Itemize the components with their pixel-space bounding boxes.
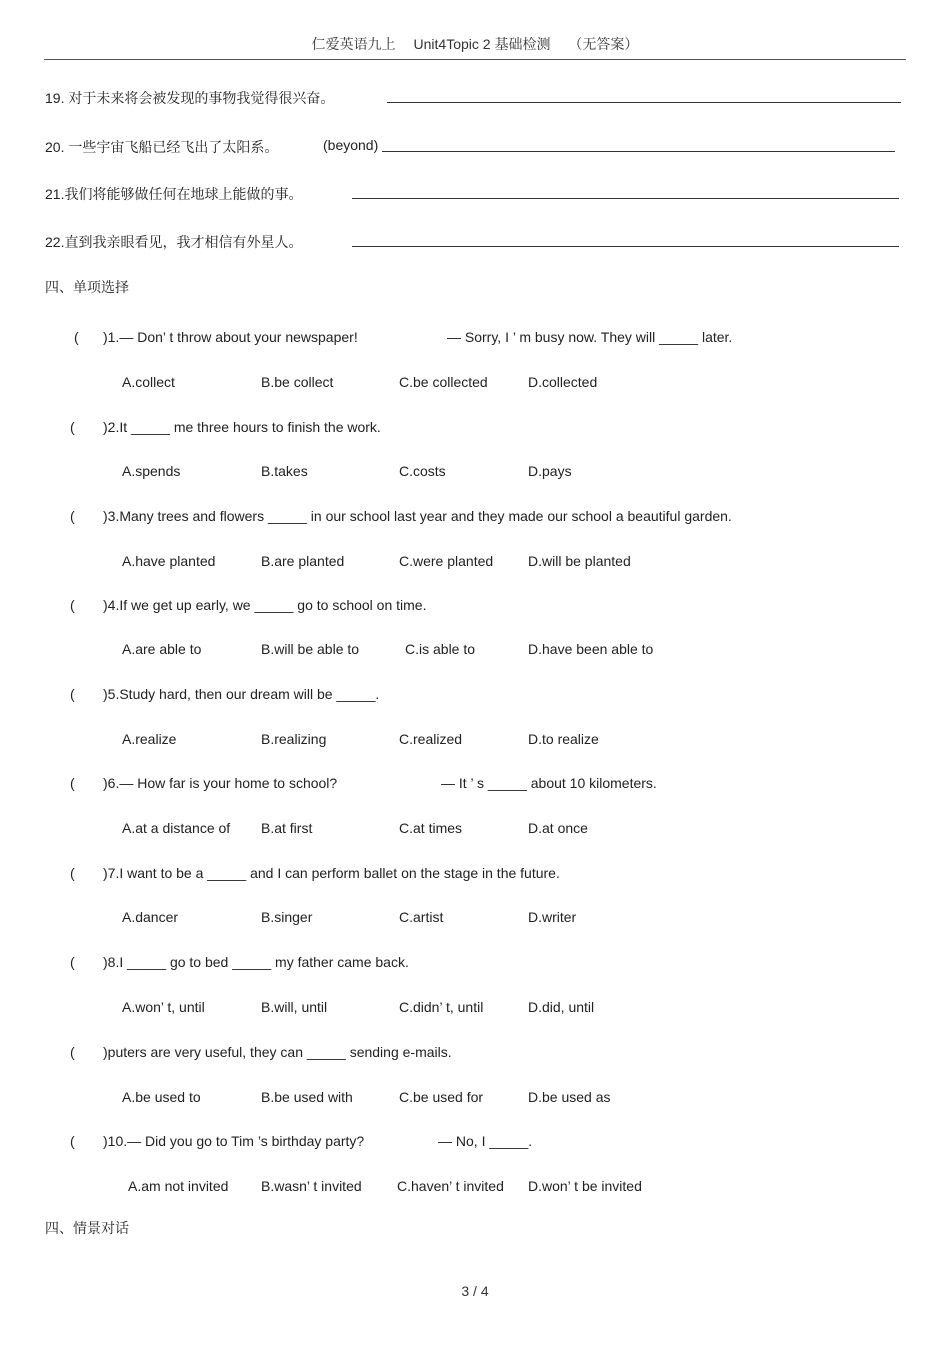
question-stem-reply: — No, I _____. [438, 1133, 533, 1149]
question-stem: )5.Study hard, then our dream will be _____. [103, 686, 380, 702]
answer-paren[interactable]: ( [70, 865, 75, 881]
option-c[interactable]: C.haven’ t invited [397, 1178, 504, 1194]
answer-line-22[interactable] [352, 234, 899, 247]
option-b[interactable]: B.singer [261, 909, 313, 925]
translation-item-22 [45, 232, 302, 252]
option-c[interactable]: C.is able to [405, 641, 476, 657]
question-stem: )8.I _____ go to bed _____ my father came back. [103, 954, 409, 970]
option-c[interactable]: C.costs [399, 463, 446, 479]
option-a[interactable]: A.won’ t, until [122, 999, 205, 1015]
option-d[interactable]: D.writer [528, 909, 577, 925]
option-d[interactable]: D.at once [528, 820, 588, 836]
question-stem: )puters are very useful, they can _____ sending e-mails. [103, 1044, 452, 1060]
question-stem: )3.Many trees and flowers _____ in our school last year and they made our school a beautiful garden. [103, 508, 732, 524]
answer-paren[interactable]: ( [74, 329, 79, 345]
header-divider [44, 59, 906, 60]
question-stem: )4.If we get up early, we _____ go to school on time. [103, 597, 427, 613]
option-b[interactable]: B.will, until [261, 999, 328, 1015]
option-b[interactable]: B.at first [261, 820, 313, 836]
option-a[interactable]: A.am not invited [128, 1178, 229, 1194]
option-c[interactable]: C.at times [399, 820, 463, 836]
question-stem: )10.— Did you go to Tim ’s birthday party? [103, 1133, 365, 1149]
question-stem-reply: — Sorry, I ’ m busy now. They will _____ later. [447, 329, 733, 345]
option-a[interactable]: A.be used to [122, 1089, 201, 1105]
option-d[interactable]: D.to realize [528, 731, 599, 747]
translation-text: 21.我们将能够做任何在地球上能做的事。 [45, 186, 303, 202]
translation-item-21 [45, 184, 302, 204]
answer-paren[interactable]: ( [70, 1044, 75, 1060]
page-header-title: 仁爱英语九上 Unit4Topic 2 基础检测 （无答案） [311, 36, 639, 52]
option-b[interactable]: B.be collect [261, 374, 334, 390]
option-c[interactable]: C.didn’ t, until [399, 999, 484, 1015]
option-c[interactable]: C.were planted [399, 553, 494, 569]
option-a[interactable]: A.realize [122, 731, 177, 747]
translation-text: 19. 对于未来将会被发现的事物我觉得很兴奋。 [45, 90, 335, 106]
answer-paren[interactable]: ( [70, 419, 75, 435]
option-a[interactable]: A.have planted [122, 553, 216, 569]
translation-item-20 [45, 137, 278, 157]
answer-paren[interactable]: ( [70, 775, 75, 791]
option-d[interactable]: D.be used as [528, 1089, 611, 1105]
translation-text: 20. 一些宇宙飞船已经飞出了太阳系。 [45, 139, 279, 155]
option-d[interactable]: D.did, until [528, 999, 595, 1015]
translation-text: 22.直到我亲眼看见，我才相信有外星人。 [45, 234, 303, 250]
answer-paren[interactable]: ( [70, 686, 75, 702]
question-stem: )2.It _____ me three hours to finish the work. [103, 419, 381, 435]
translation-hint: (beyond) [323, 137, 379, 153]
option-b[interactable]: B.takes [261, 463, 308, 479]
option-d[interactable]: D.will be planted [528, 553, 631, 569]
question-stem: )6.— How far is your home to school? [103, 775, 338, 791]
option-d[interactable]: D.won’ t be invited [528, 1178, 642, 1194]
option-c[interactable]: C.be used for [399, 1089, 484, 1105]
answer-line-20[interactable] [382, 139, 895, 152]
page-number: 3 / 4 [461, 1283, 489, 1299]
option-b[interactable]: B.wasn’ t invited [261, 1178, 362, 1194]
answer-paren[interactable]: ( [70, 954, 75, 970]
option-b[interactable]: B.be used with [261, 1089, 353, 1105]
option-a[interactable]: A.are able to [122, 641, 202, 657]
answer-line-21[interactable] [352, 186, 899, 199]
option-c[interactable]: C.artist [399, 909, 444, 925]
option-d[interactable]: D.collected [528, 374, 598, 390]
option-c[interactable]: C.realized [399, 731, 463, 747]
option-a[interactable]: A.dancer [122, 909, 179, 925]
option-a[interactable]: A.spends [122, 463, 181, 479]
question-stem-reply: — It ’ s _____ about 10 kilometers. [441, 775, 657, 791]
option-a[interactable]: A.collect [122, 374, 175, 390]
option-c[interactable]: C.be collected [399, 374, 488, 390]
option-a[interactable]: A.at a distance of [122, 820, 231, 836]
option-d[interactable]: D.have been able to [528, 641, 654, 657]
answer-paren[interactable]: ( [70, 1133, 75, 1149]
translation-item-19 [45, 88, 334, 108]
question-stem: )1.— Don’ t throw about your newspaper! [103, 329, 358, 345]
answer-paren[interactable]: ( [70, 597, 75, 613]
section-title-choice: 四、单项选择 [45, 279, 129, 295]
answer-line-19[interactable] [387, 90, 901, 103]
option-b[interactable]: B.will be able to [261, 641, 360, 657]
option-b[interactable]: B.realizing [261, 731, 327, 747]
answer-paren[interactable]: ( [70, 508, 75, 524]
section-title-dialog: 四、情景对话 [45, 1220, 129, 1236]
question-stem: )7.I want to be a _____ and I can perform ballet on the stage in the future. [103, 865, 560, 881]
option-b[interactable]: B.are planted [261, 553, 345, 569]
option-d[interactable]: D.pays [528, 463, 572, 479]
